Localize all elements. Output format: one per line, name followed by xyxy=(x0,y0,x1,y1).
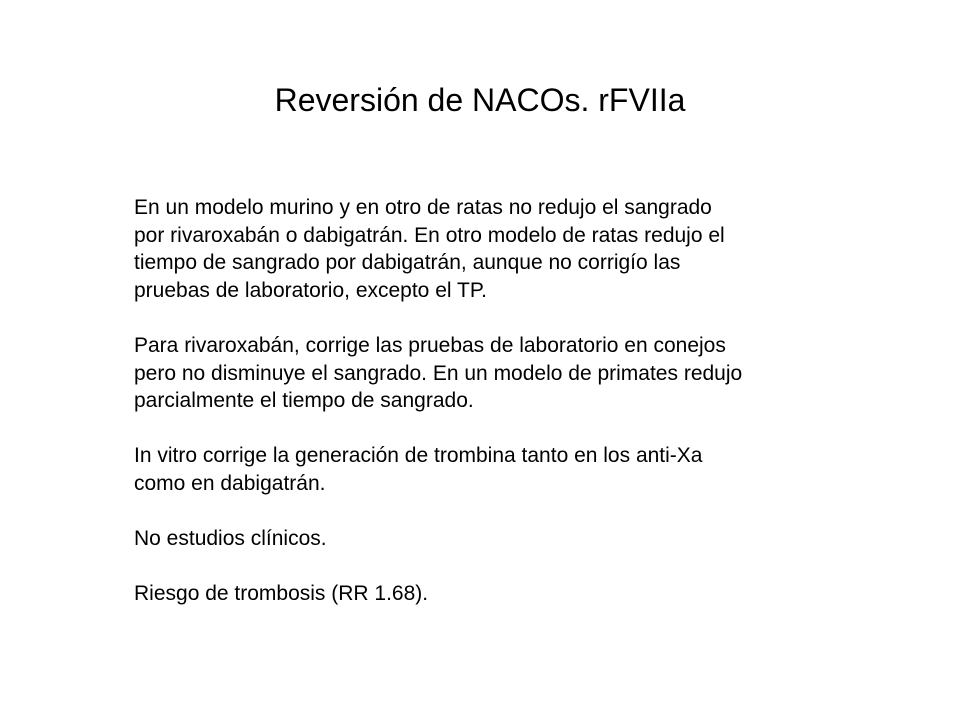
text-line: pruebas de laboratorio, excepto el TP. xyxy=(134,278,487,302)
text-line: pero no disminuye el sangrado. En un modelo de primates redujo xyxy=(134,361,743,385)
text-line: In vitro corrige la generación de trombina tanto en los anti-Xa xyxy=(134,444,703,468)
text-line: En un modelo murino y en otro de ratas no redujo el sangrado xyxy=(134,196,712,219)
slide-body xyxy=(134,194,834,636)
text-line: por rivaroxabán o dabigatrán. En otro modelo de ratas redujo el xyxy=(134,223,725,247)
text-line: parcialmente el tiempo de sangrado. xyxy=(134,389,474,413)
paragraph-rivaroxaban xyxy=(134,332,834,415)
paragraph-models xyxy=(134,194,834,304)
text-line: No estudios clínicos. xyxy=(134,527,327,551)
text-line: como en dabigatrán. xyxy=(134,471,326,495)
text-line: tiempo de sangrado por dabigatrán, aunque no corrigío las xyxy=(134,251,681,275)
paragraph-thrombosis-risk xyxy=(134,580,834,608)
slide-title: Reversión de NACOs. rFVIIa xyxy=(274,82,686,118)
text-line: Para rivaroxabán, corrige las pruebas de laboratorio en conejos xyxy=(134,333,726,357)
text-line: Riesgo de trombosis (RR 1.68). xyxy=(134,582,429,606)
paragraph-clinical-studies xyxy=(134,525,834,553)
paragraph-in-vitro xyxy=(134,442,834,497)
